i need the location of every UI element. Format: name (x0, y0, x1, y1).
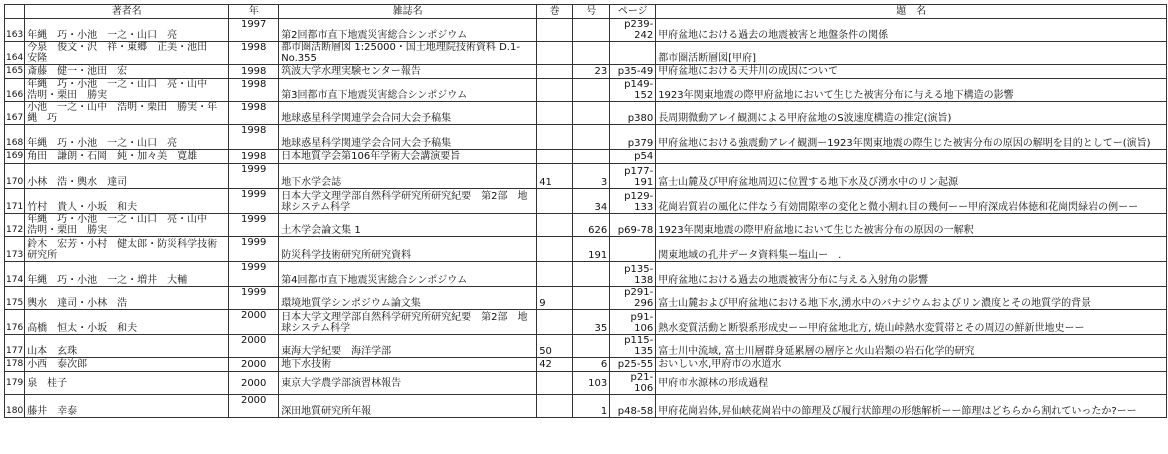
row-journal: 日本大学文理学部自然科学研究所研究紀要 第2部 地球システム科学 (279, 189, 537, 214)
table-body (5, 19, 1167, 418)
header-journal: 雑誌名 (279, 5, 537, 19)
row-title: 富士山麓および甲府盆地における地下水,湧水中のバナジウムおよびリン濃度とその地質学的背景 (656, 287, 1167, 310)
row-volume: 41 (537, 164, 573, 189)
row-number-issue (573, 42, 610, 65)
row-title: おいしい水,甲府市の水道水 (656, 358, 1167, 372)
row-number: 169 (5, 150, 25, 164)
row-number-issue: 3 (573, 164, 610, 189)
table-row (5, 19, 1167, 42)
table-row (5, 150, 1167, 164)
row-number-issue (573, 19, 610, 42)
row-authors: 山本 玄珠 (25, 335, 229, 358)
table-row (5, 102, 1167, 125)
row-volume: 42 (537, 358, 573, 372)
row-journal: 地球惑星科学関連学会合同大会予稿集 (279, 102, 537, 125)
row-number: 179 (5, 372, 25, 395)
row-title: 甲府盆地における天井川の成因について (656, 65, 1167, 79)
row-journal: 日本大学文理学部自然科学研究所研究紀要 第2部 地球システム科学 (279, 310, 537, 335)
row-number-issue: 35 (573, 310, 610, 335)
table-row (5, 287, 1167, 310)
row-authors: 年縄 巧・小池 一之・山口 亮・山中 浩明・栗田 勝実 (25, 214, 229, 237)
table-row (5, 372, 1167, 395)
row-number-issue: 103 (573, 372, 610, 395)
row-number-issue: 34 (573, 189, 610, 214)
row-authors: 小林 浩・輿水 達司 (25, 164, 229, 189)
row-number-issue (573, 102, 610, 125)
row-page: p35-49 (610, 65, 656, 79)
table-row (5, 79, 1167, 102)
row-authors: 年縄 巧・小池 一之・山口 亮 (25, 19, 229, 42)
row-journal: 第3回都市直下地震災害総合シンポジウム (279, 79, 537, 102)
row-number-issue (573, 150, 610, 164)
row-page: p115-135 (610, 335, 656, 358)
row-number-issue (573, 125, 610, 150)
row-authors: 泉 桂子 (25, 372, 229, 395)
row-number: 180 (5, 395, 25, 418)
header-row (5, 5, 1167, 19)
header-year: 年 (229, 5, 279, 19)
row-journal: 東京大学農学部演習林報告 (279, 372, 537, 395)
row-authors: 鈴木 宏芳・小村 健太郎・防災科学技術研究所 (25, 237, 229, 262)
row-volume (537, 150, 573, 164)
table-row (5, 125, 1167, 150)
row-page: p129-133 (610, 189, 656, 214)
row-title: 甲府盆地における強震動アレイ観測ー1923年関東地震の際生じた被害分布の原因の解明を目的としてー(演旨) (656, 125, 1167, 150)
table-row (5, 164, 1167, 189)
row-title (656, 150, 1167, 164)
row-journal: 土木学会論文集 1 (279, 214, 537, 237)
row-year: 1998 (229, 125, 279, 150)
row-number: 175 (5, 287, 25, 310)
row-volume (537, 214, 573, 237)
row-year: 1999 (229, 189, 279, 214)
row-page: p48-58 (610, 395, 656, 418)
row-journal: 第4回都市直下地震災害総合シンポジウム (279, 262, 537, 287)
row-authors: 藤井 幸泰 (25, 395, 229, 418)
row-number: 164 (5, 42, 25, 65)
row-year: 1997 (229, 19, 279, 42)
row-number: 168 (5, 125, 25, 150)
row-journal: 防災科学技術研究所研究資料 (279, 237, 537, 262)
row-year: 2000 (229, 310, 279, 335)
row-number-issue: 6 (573, 358, 610, 372)
row-authors: 小西 泰次郎 (25, 358, 229, 372)
row-authors: 斎藤 健一・池田 宏 (25, 65, 229, 79)
row-page: p379 (610, 125, 656, 150)
row-title: 富士川中流域, 富士川層群身延累層の層序と火山岩類の岩石化学的研究 (656, 335, 1167, 358)
row-year: 1999 (229, 287, 279, 310)
row-authors: 年縄 巧・小池 一之・山口 亮 (25, 125, 229, 150)
row-year: 2000 (229, 372, 279, 395)
row-page: p25-55 (610, 358, 656, 372)
row-page: p149-152 (610, 79, 656, 102)
row-year: 1998 (229, 42, 279, 65)
row-volume (537, 189, 573, 214)
row-journal: 日本地質学会第106年学術大会講演要旨 (279, 150, 537, 164)
row-number: 163 (5, 19, 25, 42)
row-volume (537, 79, 573, 102)
header-authors: 著者名 (25, 5, 229, 19)
row-volume: 9 (537, 287, 573, 310)
row-number-issue: 1 (573, 395, 610, 418)
row-number-issue: 23 (573, 65, 610, 79)
row-year: 1999 (229, 237, 279, 262)
table-row (5, 335, 1167, 358)
table-row (5, 395, 1167, 418)
row-volume (537, 42, 573, 65)
row-title: 1923年関東地震の際甲府盆地において生じた被害分布に与える地下構造の影響 (656, 79, 1167, 102)
row-number-issue (573, 262, 610, 287)
row-page: p239-242 (610, 19, 656, 42)
row-year: 1998 (229, 102, 279, 125)
row-number: 170 (5, 164, 25, 189)
row-volume (537, 310, 573, 335)
row-year: 1999 (229, 214, 279, 237)
row-journal: 地下水技術 (279, 358, 537, 372)
row-volume (537, 372, 573, 395)
row-year: 2000 (229, 395, 279, 418)
bibliography-table (4, 4, 1167, 418)
row-title: 甲府花崗岩体,昇仙峡花崗岩中の節理及び履行状節理の形態解析ーー節理はどちらから割れていったか?ーー (656, 395, 1167, 418)
row-title: 1923年関東地震の際甲府盆地において生じた被害分布の原因の一解釈 (656, 214, 1167, 237)
row-year: 1998 (229, 65, 279, 79)
row-authors: 小池 一之・山中 浩明・栗田 勝実・年縄 巧 (25, 102, 229, 125)
row-authors: 年縄 巧・小池 一之・山口 亮・山中 浩明・栗田 勝実 (25, 79, 229, 102)
row-journal: 筑波大学水理実験センター報告 (279, 65, 537, 79)
row-journal: 環境地質学シンポジウム論文集 (279, 287, 537, 310)
row-page: p291-296 (610, 287, 656, 310)
row-number: 176 (5, 310, 25, 335)
row-page: p380 (610, 102, 656, 125)
row-page (610, 237, 656, 262)
row-title: 長周期微動アレイ観測による甲府盆地のS波速度構造の推定(演旨) (656, 102, 1167, 125)
row-title: 富士山麓及び甲府盆地周辺に位置する地下水及び湧水中のリン起源 (656, 164, 1167, 189)
row-journal: 地下水学会誌 (279, 164, 537, 189)
row-title: 都市圏活断層図[甲府] (656, 42, 1167, 65)
row-number: 173 (5, 237, 25, 262)
row-number: 166 (5, 79, 25, 102)
row-authors: 高橋 恒太・小坂 和夫 (25, 310, 229, 335)
header-title: 題 名 (656, 5, 1167, 19)
header-volume: 巻 (537, 5, 573, 19)
row-authors: 輿水 達司・小林 浩 (25, 287, 229, 310)
row-journal: 地球惑星科学関連学会合同大会予稿集 (279, 125, 537, 150)
row-number-issue: 626 (573, 214, 610, 237)
row-year: 1998 (229, 150, 279, 164)
row-page: p54 (610, 150, 656, 164)
row-year: 1999 (229, 262, 279, 287)
row-authors: 年縄 巧・小池 一之・増井 大輔 (25, 262, 229, 287)
row-volume (537, 102, 573, 125)
row-title: 甲府市水源林の形成過程 (656, 372, 1167, 395)
row-year: 1998 (229, 79, 279, 102)
row-authors: 角田 謙朗・石岡 純・加々美 寛雄 (25, 150, 229, 164)
row-volume (537, 262, 573, 287)
row-volume (537, 237, 573, 262)
row-year: 1999 (229, 164, 279, 189)
row-volume: 50 (537, 335, 573, 358)
row-journal: 東海大学紀要 海洋学部 (279, 335, 537, 358)
table-row (5, 237, 1167, 262)
row-title: 甲府盆地における過去の地震被害と地盤条件の関係 (656, 19, 1167, 42)
row-number: 165 (5, 65, 25, 79)
row-title: 熱水変質活動と断裂系形成史ーー甲府盆地北方, 焼山峠熱水変質帯とその周辺の鮮新世地史ーー (656, 310, 1167, 335)
row-year: 2000 (229, 358, 279, 372)
table-row (5, 262, 1167, 287)
row-journal: 深田地質研究所年報 (279, 395, 537, 418)
row-volume (537, 19, 573, 42)
table-row (5, 358, 1167, 372)
row-title: 花崗岩質岩の風化に伴なう有効間隙率の変化と微小割れ目の幾何ーー甲府深成岩体徳和花崗閃緑岩の例ーー (656, 189, 1167, 214)
table-row (5, 189, 1167, 214)
row-page: p177-191 (610, 164, 656, 189)
row-page: p135-138 (610, 262, 656, 287)
row-number: 167 (5, 102, 25, 125)
row-number: 178 (5, 358, 25, 372)
row-title: 関東地域の孔井データ資料集ー塩山ー . (656, 237, 1167, 262)
row-volume (537, 65, 573, 79)
row-number: 174 (5, 262, 25, 287)
header-num (5, 5, 25, 19)
header-number: 号 (573, 5, 610, 19)
row-journal: 第2回都市直下地震災害総合シンポジウム (279, 19, 537, 42)
row-page (610, 42, 656, 65)
row-number-issue (573, 79, 610, 102)
row-page: p21-106 (610, 372, 656, 395)
row-number: 172 (5, 214, 25, 237)
row-number-issue (573, 287, 610, 310)
row-page: p91-106 (610, 310, 656, 335)
row-authors: 竹村 貴人・小坂 和夫 (25, 189, 229, 214)
table-row (5, 214, 1167, 237)
row-year: 2000 (229, 335, 279, 358)
row-number: 177 (5, 335, 25, 358)
row-volume (537, 125, 573, 150)
row-number-issue: 191 (573, 237, 610, 262)
table-row (5, 65, 1167, 79)
row-page: p69-78 (610, 214, 656, 237)
row-volume (537, 395, 573, 418)
table-row (5, 42, 1167, 65)
row-number-issue (573, 335, 610, 358)
row-journal: 都市圏活断層図 1:25000・国土地理院技術資料 D.1-No.355 (279, 42, 537, 65)
row-number: 171 (5, 189, 25, 214)
table-row (5, 310, 1167, 335)
row-authors: 今泉 俊文・沢 祥・東郷 正美・池田 安隆 (25, 42, 229, 65)
header-page: ページ (610, 5, 656, 19)
row-title: 甲府盆地における過去の地震被害分布に与える入射角の影響 (656, 262, 1167, 287)
